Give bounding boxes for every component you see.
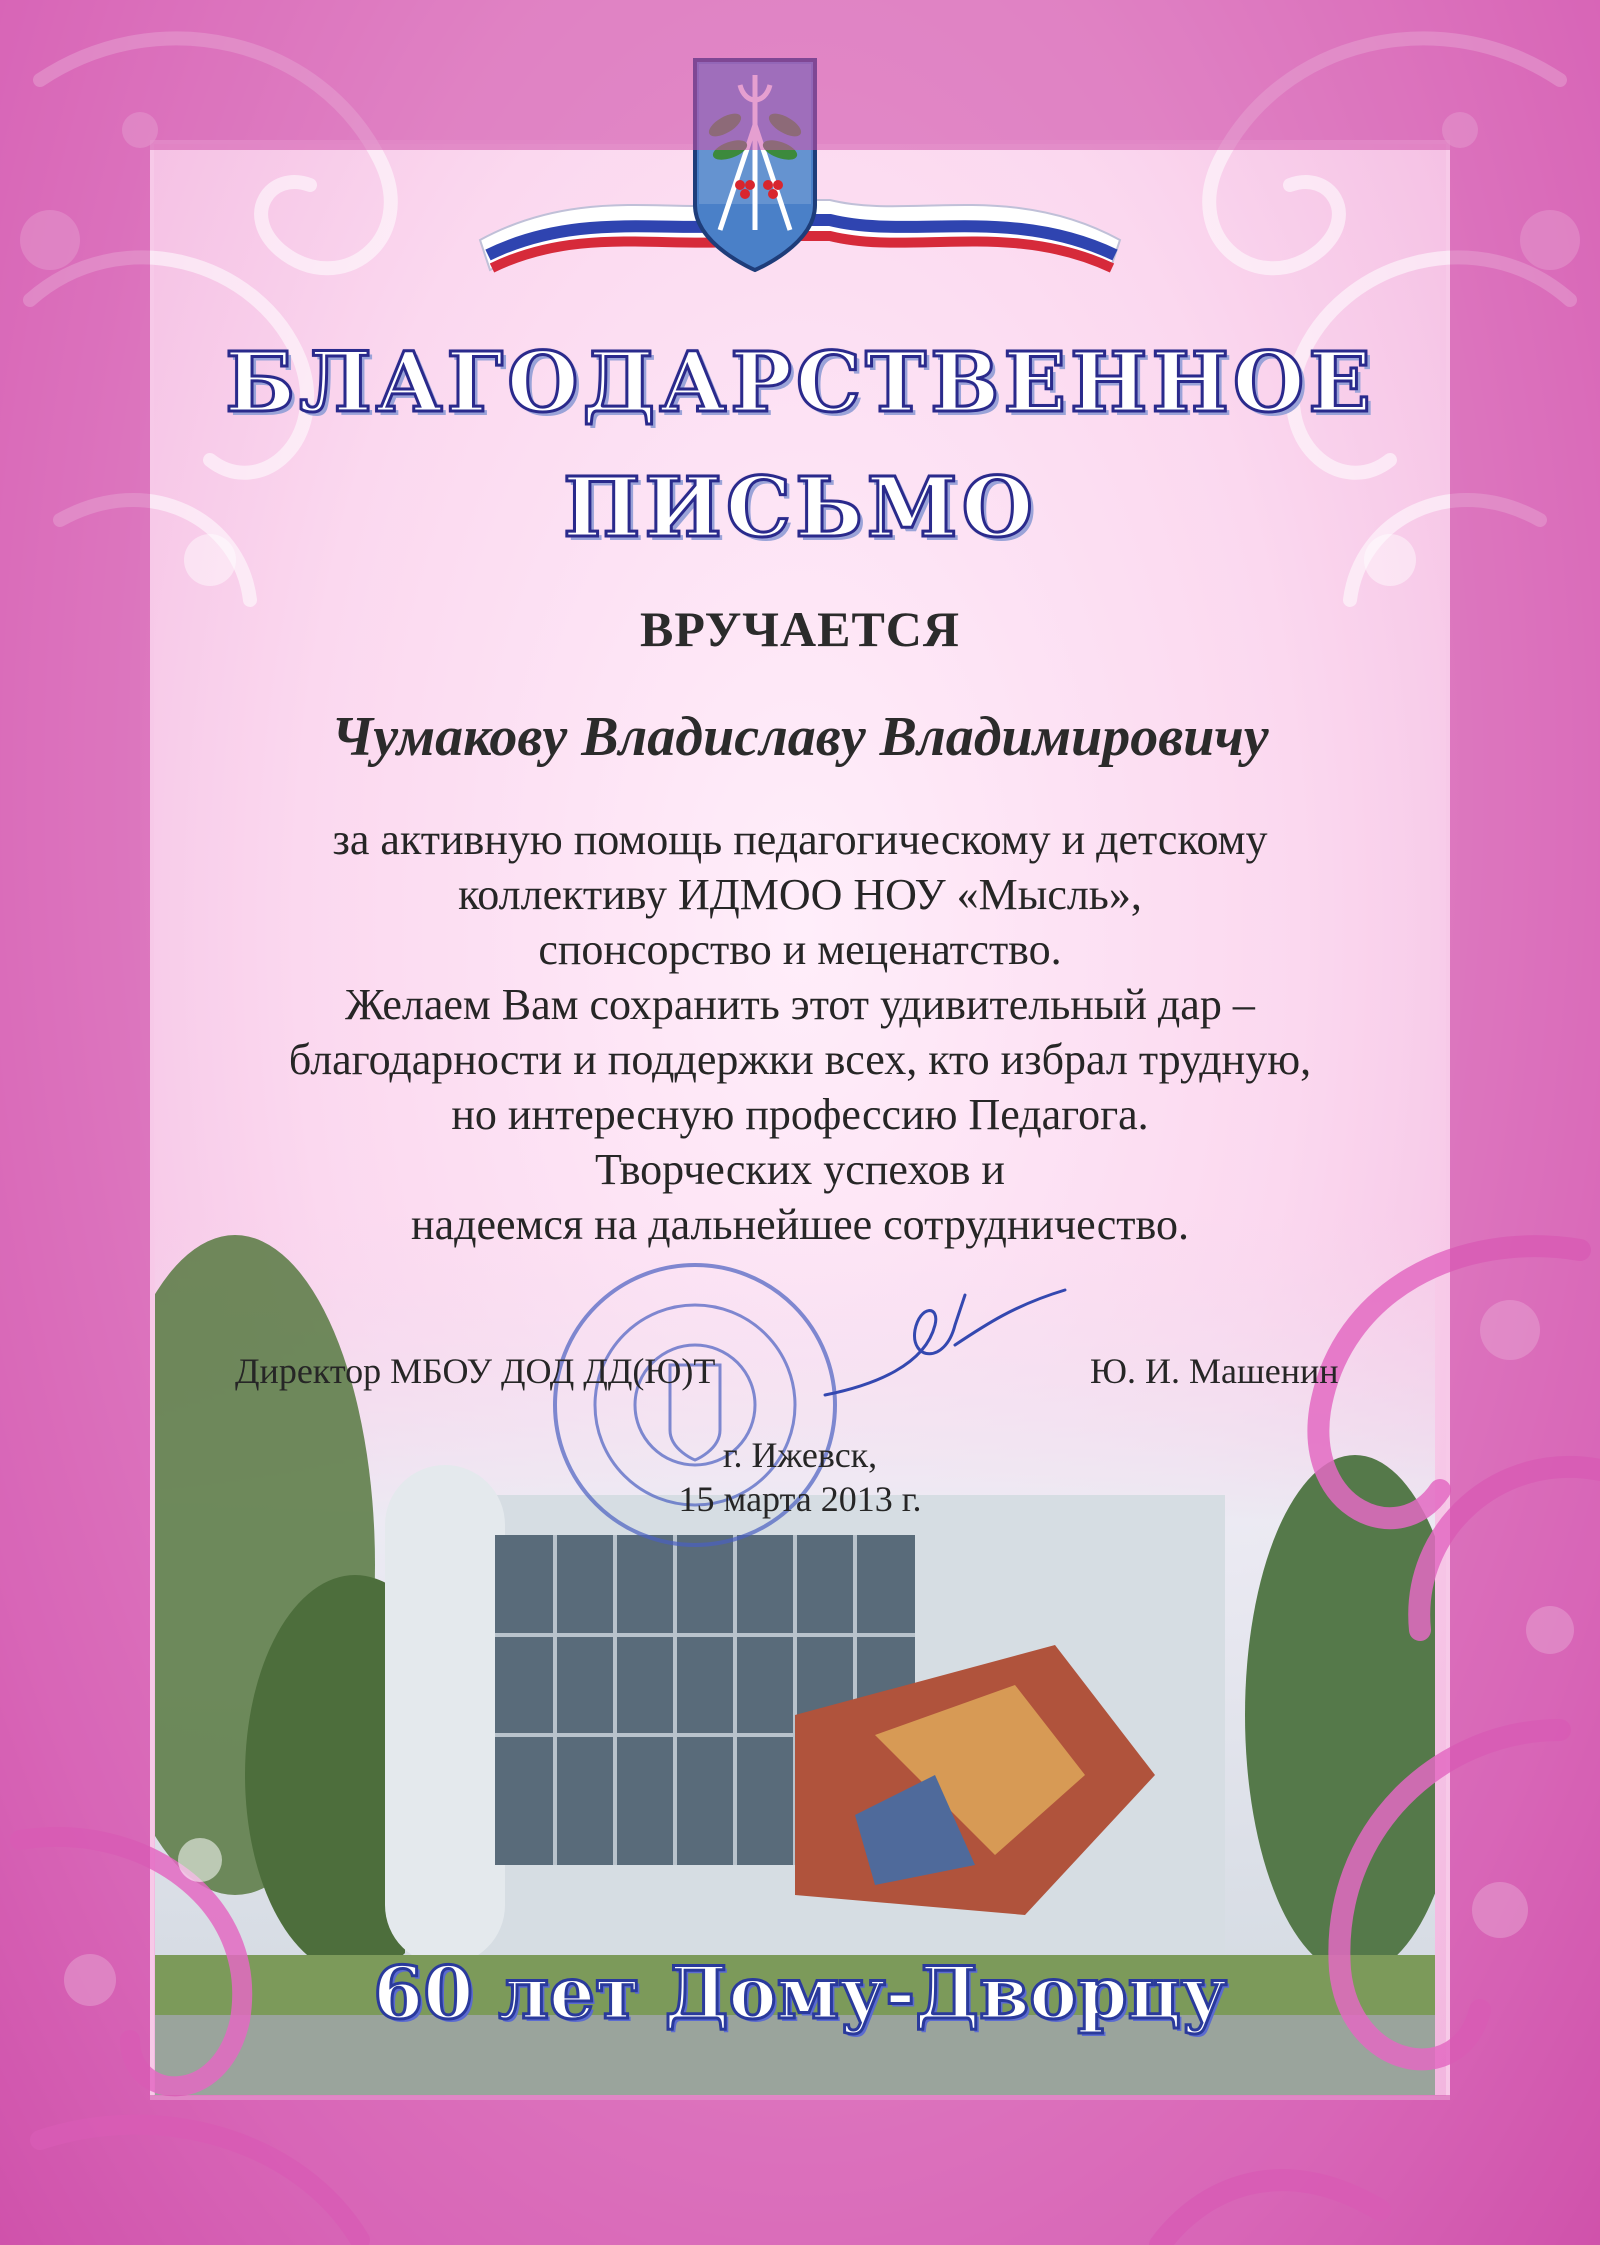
date: 15 марта 2013 г. xyxy=(678,1479,922,1519)
body-line: но интересную профессию Педагога. xyxy=(451,1090,1149,1139)
handwritten-signature xyxy=(815,1285,1075,1415)
certificate-title-line2: ПИСЬМО xyxy=(562,460,1038,556)
certificate-body xyxy=(150,812,1450,1252)
recipient-name: Чумакову Владиславу Владимировичу xyxy=(331,706,1269,768)
place-and-date xyxy=(0,1433,1600,1521)
izhevsk-coat-of-arms-icon xyxy=(690,55,820,275)
awarded-label: ВРУЧАЕТСЯ xyxy=(639,601,961,657)
body-line: Желаем Вам сохранить этот удивительный дар – xyxy=(345,980,1255,1029)
certificate-title-line1: БЛАГОДАРСТВЕННОЕ xyxy=(225,335,1375,431)
body-line: спонсорство и меценатство. xyxy=(538,925,1062,974)
body-line: Творческих успехов и xyxy=(595,1145,1005,1194)
body-line: коллективу ИДМОО НОУ «Мысль», xyxy=(458,870,1142,919)
anniversary-banner: 60 лет Дому-Дворцу xyxy=(373,1950,1227,2035)
body-line: благодарности и поддержки всех, кто избрал трудную, xyxy=(288,1035,1312,1084)
signatory-name: Ю. И. Машенин xyxy=(1090,1351,1339,1391)
body-line: надеемся на дальнейшее сотрудничество. xyxy=(411,1200,1189,1249)
body-line: за активную помощь педагогическому и детскому xyxy=(332,815,1268,864)
signatory-title: Директор МБОУ ДОД ДД(Ю)Т xyxy=(235,1351,716,1391)
city: г. Ижевск, xyxy=(722,1435,878,1475)
